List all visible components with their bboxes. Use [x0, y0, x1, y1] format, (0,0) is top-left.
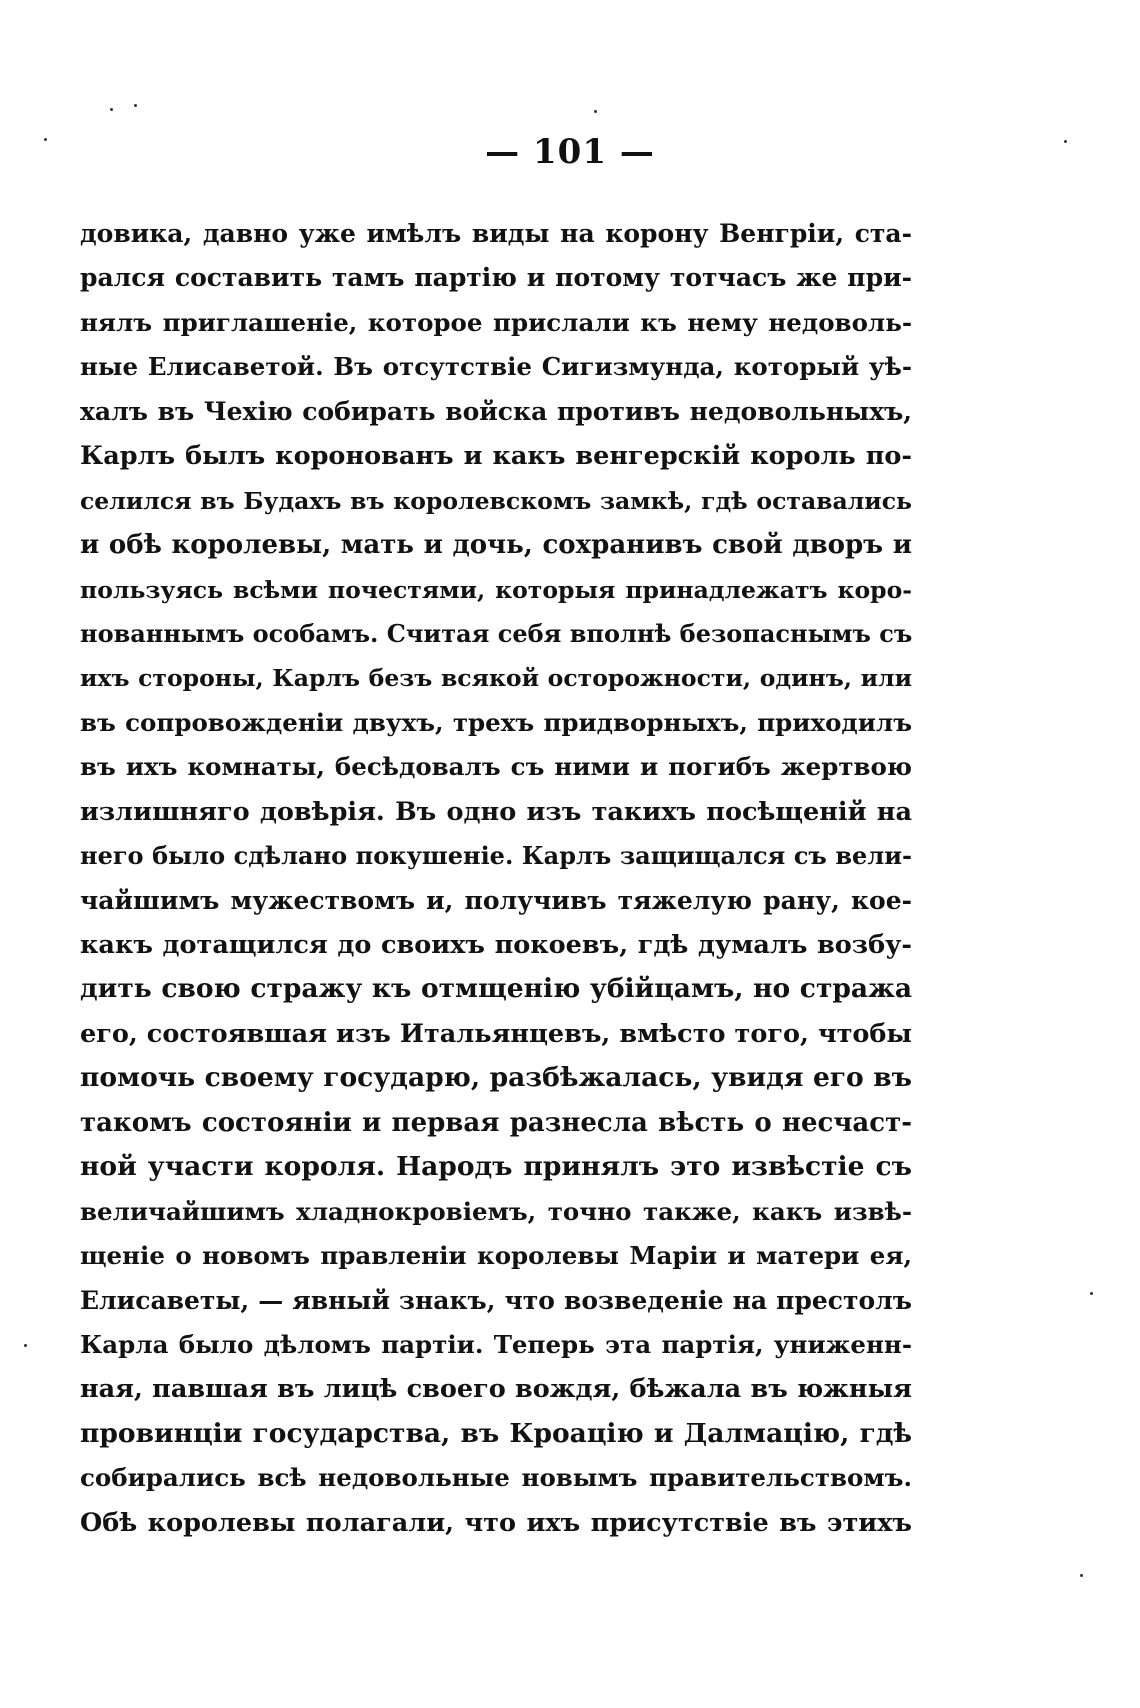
text-line: нялъ приглашеніе, которое прислали къ нему недоволь-	[80, 307, 912, 337]
text-line: ной участи короля. Народъ принялъ это извѣстіе съ	[80, 1151, 912, 1183]
page-number: — 101 —	[485, 132, 655, 172]
text-line: и обѣ королевы, мать и дочь, сохранивъ свой дворъ и	[80, 530, 912, 561]
body-text	[80, 212, 912, 1545]
text-line: чайшимъ мужествомъ и, получивъ тяжелую рану, кое-	[80, 885, 912, 915]
text-line: ные Елисаветой. Въ отсутствіе Сигизмунда, который уѣ-	[80, 352, 912, 382]
scan-speck	[24, 1344, 27, 1347]
text-line: довика, давно уже имѣлъ виды на корону Венгріи, ста-	[80, 219, 912, 248]
text-line: дить свою стражу къ отмщенію убійцамъ, но стража	[80, 973, 912, 1005]
scan-speck	[134, 104, 137, 107]
text-line: въ сопровожденіи двухъ, трехъ придворныхъ, приходилъ	[80, 707, 912, 737]
text-line: какъ дотащился до своихъ покоевъ, гдѣ думалъ возбу-	[80, 930, 912, 960]
text-line: Карла было дѣломъ партіи. Теперь эта партія, униженн-	[80, 1329, 912, 1359]
text-line: него было сдѣлано покушеніе. Карлъ защищался съ вели-	[80, 841, 912, 871]
text-line: Карлъ былъ коронованъ и какъ венгерскій король по-	[80, 441, 912, 472]
text-line: щеніе о новомъ правленіи королевы Маріи и матери ея,	[80, 1241, 912, 1271]
scan-speck	[1090, 1292, 1093, 1295]
text-line: пользуясь всѣми почестями, которыя принадлежатъ коро-	[80, 575, 912, 604]
text-line: рался составить тамъ партію и потому тотчасъ же при-	[80, 263, 912, 293]
text-line: его, состоявшая изъ Итальянцевъ, вмѣсто того, чтобы	[80, 1018, 912, 1049]
text-line: провинціи государства, въ Кроацію и Далмацію, гдѣ	[80, 1417, 912, 1449]
scan-speck	[594, 110, 597, 113]
text-line: такомъ состояніи и первая разнесла вѣсть о несчаст-	[80, 1107, 912, 1138]
text-line: нованнымъ особамъ. Считая себя вполнѣ безопаснымъ съ	[80, 618, 912, 648]
text-line: халъ въ Чехію собирать войска противъ недовольныхъ,	[80, 396, 912, 426]
text-line: излишняго довѣрія. Въ одно изъ такихъ посѣщеній на	[80, 796, 912, 827]
scan-speck	[110, 108, 113, 111]
text-line: селился въ Будахъ въ королевскомъ замкѣ, гдѣ оставались	[80, 486, 912, 515]
text-line: собирались всѣ недовольные новымъ правительствомъ.	[80, 1463, 912, 1493]
text-line: ихъ стороны, Карлъ безъ всякой осторожности, одинъ, или	[80, 664, 912, 693]
text-line: помочь своему государю, разбѣжалась, увидя его въ	[80, 1062, 912, 1094]
text-line: величайшимъ хладнокровіемъ, точно также, какъ извѣ-	[80, 1196, 912, 1226]
text-line: Елисаветы, — явный знакъ, что возведеніе на престолъ	[80, 1285, 912, 1315]
text-line: Обѣ королевы полагали, что ихъ присутствіе въ этихъ	[80, 1507, 912, 1538]
text-line: въ ихъ комнаты, бесѣдовалъ съ ними и погибъ жертвою	[80, 752, 912, 782]
scan-speck	[1080, 1574, 1083, 1577]
text-line: ная, павшая въ лицѣ своего вождя, бѣжала въ южныя	[80, 1374, 912, 1405]
